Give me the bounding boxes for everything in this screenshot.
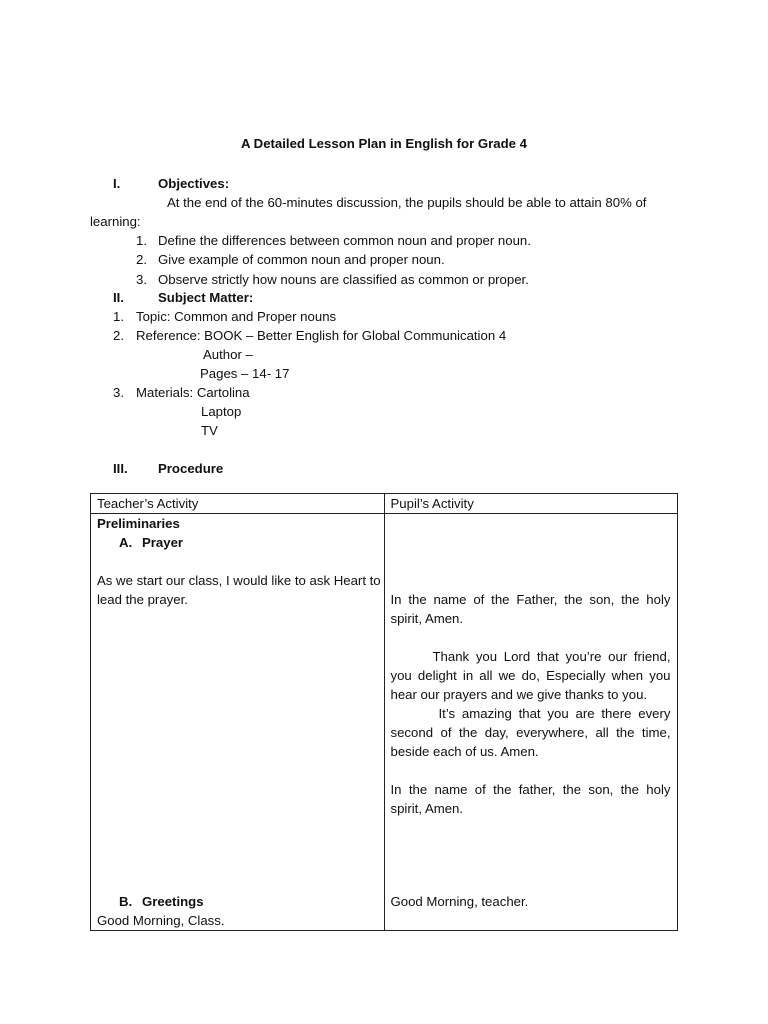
pupil-greeting-text: Good Morning, teacher. <box>390 894 529 909</box>
objective-item: Give example of common noun and proper noun. <box>158 252 445 267</box>
subject-author: Author – <box>203 347 253 362</box>
objective-number: 1. <box>136 233 147 248</box>
teacher-greeting-text: Good Morning, Class. <box>97 913 225 928</box>
prayer-letter: A. <box>119 535 133 550</box>
pupil-activity-header: Pupil’s Activity <box>384 494 678 514</box>
teacher-activity-cell <box>91 514 385 931</box>
greetings-letter: B. <box>119 894 133 909</box>
pupil-sign-of-cross-1: In the name of the Father, the son, the holy spirit, Amen. <box>390 592 671 626</box>
pupil-activity-cell <box>384 514 678 931</box>
objectives-intro-line2: learning: <box>90 214 141 229</box>
subject-pages: Pages – 14- 17 <box>200 366 290 381</box>
section-numeral-objectives: I. <box>113 176 121 191</box>
procedure-table <box>90 493 678 931</box>
section-heading-procedure: Procedure <box>158 461 224 476</box>
subject-topic: Topic: Common and Proper nouns <box>136 309 337 324</box>
subject-materials: Materials: Cartolina <box>136 385 250 400</box>
subject-item-number: 2. <box>113 328 124 343</box>
objective-item: Observe strictly how nouns are classified as common or proper. <box>158 272 529 287</box>
section-heading-subject-matter: Subject Matter: <box>158 290 254 305</box>
subject-item-number: 3. <box>113 385 124 400</box>
prayer-heading: Prayer <box>142 535 184 550</box>
table-header-row <box>91 494 678 514</box>
objective-number: 2. <box>136 252 147 267</box>
section-numeral-subject-matter: II. <box>113 290 124 305</box>
objective-number: 3. <box>136 272 147 287</box>
section-numeral-procedure: III. <box>113 461 128 476</box>
section-heading-objectives: Objectives: <box>158 176 230 191</box>
teacher-prayer-text: As we start our class, I would like to ask Heart to lead the prayer. <box>97 573 381 607</box>
preliminaries-heading: Preliminaries <box>97 516 180 531</box>
page-title: A Detailed Lesson Plan in English for Grade 4 <box>240 136 528 151</box>
teacher-activity-header: Teacher’s Activity <box>91 494 385 514</box>
objectives-intro-line1: At the end of the 60-minutes discussion, the pupils should be able to attain 80% of <box>167 195 647 210</box>
greetings-heading: Greetings <box>142 894 204 909</box>
objective-item: Define the differences between common noun and proper noun. <box>158 233 531 248</box>
pupil-sign-of-cross-2: In the name of the father, the son, the holy spirit, Amen. <box>390 782 671 816</box>
subject-reference: Reference: BOOK – Better English for Global Communication 4 <box>136 328 507 343</box>
subject-item-number: 1. <box>113 309 124 324</box>
subject-material-item: TV <box>201 423 218 438</box>
subject-material-item: Laptop <box>201 404 242 419</box>
pupil-prayer-part1: Thank you Lord that you’re our friend, you delight in all we do, Especially when you hear our prayers and we give thanks to you. <box>390 649 671 702</box>
table-row <box>91 514 678 931</box>
pupil-prayer-part2: It’s amazing that you are there every second of the day, everywhere, all the time, beside each of us. Amen. <box>390 706 671 759</box>
